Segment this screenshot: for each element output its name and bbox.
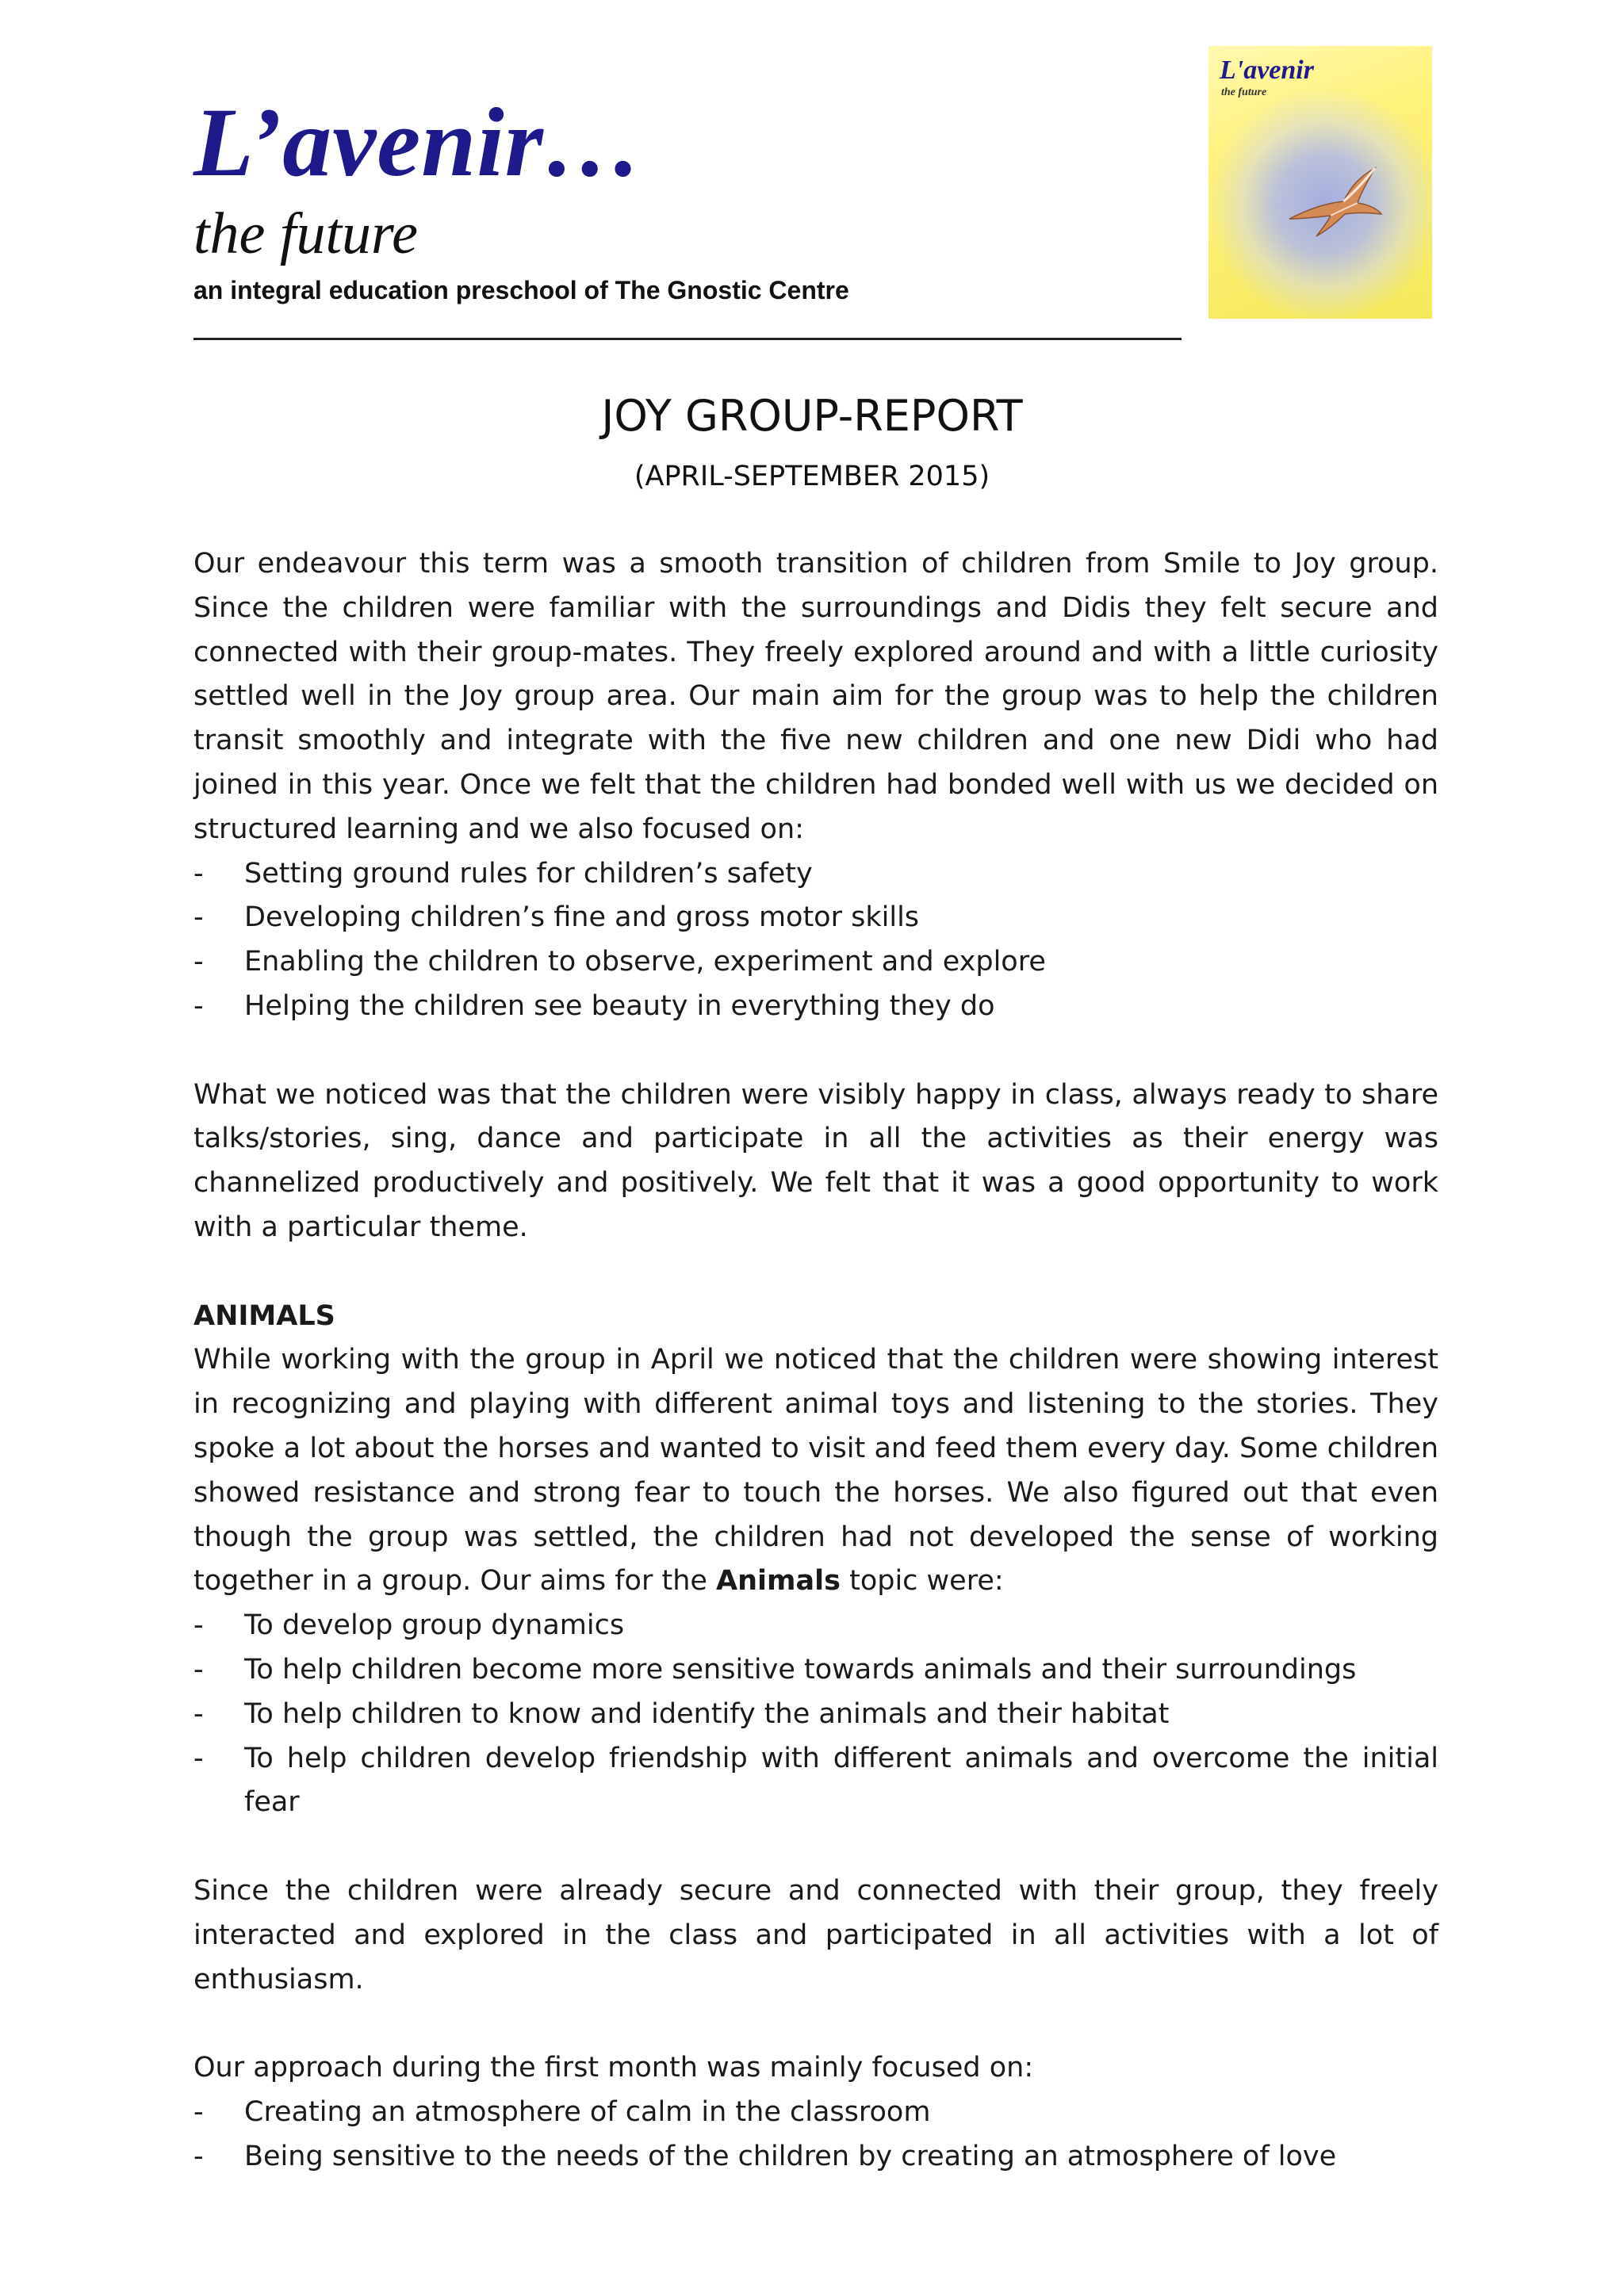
animals-topic-bold: Animals: [716, 1565, 841, 1598]
list-item: [193, 940, 1438, 985]
list-item-text: To help children develop friendship with different animals and overcome the initial fear: [244, 1742, 1438, 1819]
header-divider: [193, 338, 1182, 340]
list-item: [193, 2135, 1438, 2179]
secure-paragraph: Since the children were already secure and connected with their group, they freely interacted and explored in the class and participated in all activities with a lot of enthusiasm.: [193, 1874, 1438, 1996]
intro-bullet-list: [193, 852, 1438, 1029]
page-title: JOY GROUP-REPORT: [601, 391, 1023, 441]
bullet-marker: -: [193, 1742, 204, 1774]
approach-paragraph: Our approach during the first month was mainly focused on:: [193, 2052, 1034, 2084]
list-item: [193, 985, 1438, 1029]
logo-subtitle: the future: [1221, 86, 1267, 98]
list-item-text: To help children become more sensitive towards animals and their surroundings: [244, 1653, 1357, 1686]
bullet-marker: -: [193, 1609, 204, 1642]
list-item: [193, 896, 1438, 940]
bullet-marker: -: [193, 2095, 204, 2128]
bird-icon: [1281, 163, 1385, 243]
paragraph-spacer: [193, 1825, 1438, 1869]
bullet-marker: -: [193, 1653, 204, 1686]
intro-paragraph: Our endeavour this term was a smooth transition of children from Smile to Joy group. Since the children were familiar with the surroundings and Didis they felt secure and connected with their group-mates. They freely explored around and with a little curiosity settled well in the Joy group area. Our main aim for the group was to help the children transit smoothly and integrate with the five new children and one new Didi who had joined in this year. Once we felt that the children had bonded well with us we decided on structured learning and we also focused on:: [193, 548, 1438, 845]
bullet-marker: -: [193, 901, 204, 934]
list-item: [193, 1737, 1438, 1826]
animals-bullet-list: [193, 1604, 1438, 1825]
list-item-text: Being sensitive to the needs of the children by creating an atmosphere of love: [244, 2140, 1337, 2172]
animals-paragraph-text: While working with the group in April we noticed that the children were showing interest in recognizing and playing with different animal toys and listening to the stories. They spoke a lot about the horses and wanted to visit and feed them every day. Some children showed resistance and strong fear to touch the horses. We also figured out that even though the group was settled, the children had not developed the sense of working together in a group. Our aims for the: [193, 1344, 1438, 1598]
list-item-text: To develop group dynamics: [244, 1609, 625, 1642]
observation-paragraph: What we noticed was that the children were visibly happy in class, always ready to share talks/stories, sing, dance and participate in all the activities as their energy was channelized productively and positively. We felt that it was a good opportunity to work with a particular theme.: [193, 1078, 1438, 1243]
report-body: [193, 542, 1438, 2179]
brand-tagline: an integral education preschool of The Gnostic Centre: [193, 276, 849, 304]
list-item: [193, 1693, 1438, 1737]
animals-paragraph-end: topic were:: [840, 1565, 1004, 1598]
logo-image: [1208, 46, 1432, 319]
report-period: (APRIL-SEPTEMBER 2015): [634, 461, 990, 492]
list-item-text: Enabling the children to observe, experiment and explore: [244, 946, 1046, 978]
logo-title: L'avenir: [1220, 55, 1314, 85]
list-item: [193, 1648, 1438, 1693]
list-item-text: To help children to know and identify the animals and their habitat: [244, 1697, 1170, 1730]
paragraph-spacer: [193, 1250, 1438, 1295]
list-item: [193, 2091, 1438, 2135]
bullet-marker: -: [193, 1697, 204, 1730]
approach-bullet-list: [193, 2091, 1438, 2179]
paragraph-spacer: [193, 2002, 1438, 2046]
section-heading-animals: ANIMALS: [193, 1299, 335, 1332]
bullet-marker: -: [193, 989, 204, 1022]
list-item-text: Creating an atmosphere of calm in the classroom: [244, 2095, 931, 2128]
bullet-marker: -: [193, 857, 204, 890]
paragraph-spacer: [193, 1029, 1438, 1073]
list-item-text: Developing children’s fine and gross motor skills: [244, 901, 920, 934]
brand-subtitle: the future: [193, 201, 418, 266]
brand-title: L’avenir…: [193, 88, 643, 197]
bullet-marker: -: [193, 2140, 204, 2172]
animals-paragraph: [193, 1338, 1438, 1604]
list-item-text: Setting ground rules for children’s safety: [244, 857, 813, 890]
list-item-text: Helping the children see beauty in everything they do: [244, 989, 995, 1022]
bullet-marker: -: [193, 946, 204, 978]
list-item: [193, 852, 1438, 897]
list-item: [193, 1604, 1438, 1648]
